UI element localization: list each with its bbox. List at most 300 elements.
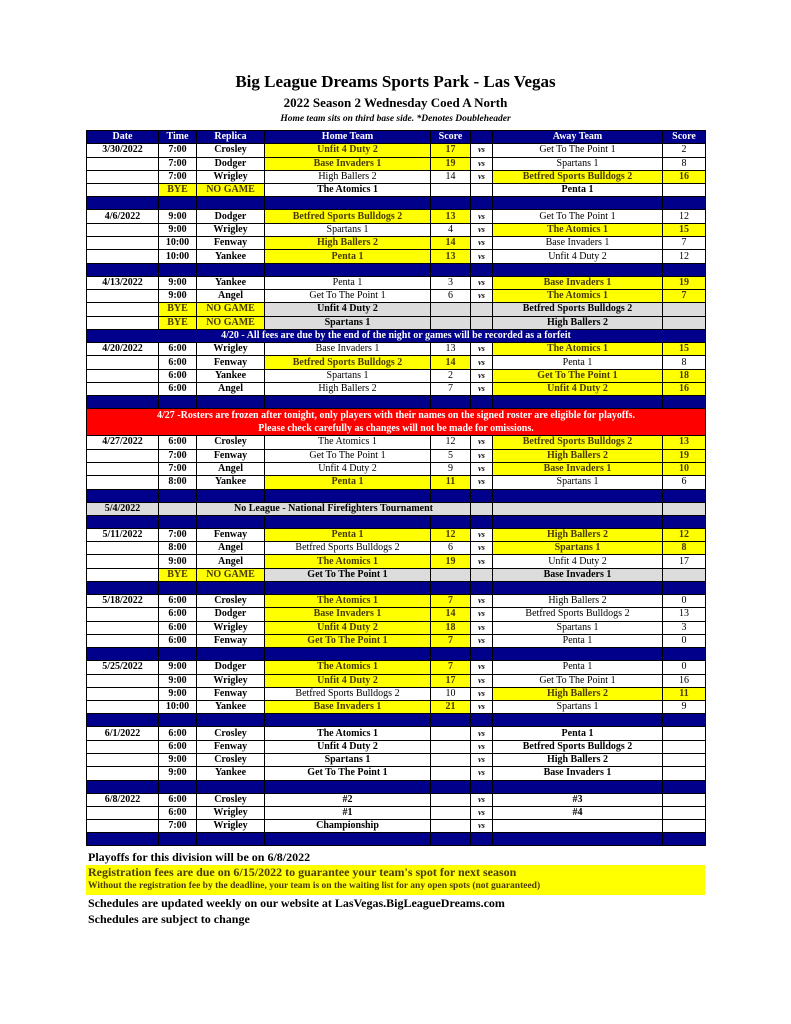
separator-cell [471,582,493,595]
separator-row [87,780,706,793]
replica-cell: Crosley [197,793,265,806]
vs-cell: vs [471,369,493,382]
game-row [87,462,706,475]
time-cell: 9:00 [159,289,197,302]
alert-line: Please check carefully as changes will not be made for omissions. [258,423,534,435]
separator-cell [197,648,265,661]
replica-cell: Wrigley [197,343,265,356]
home-team: Unfit 4 Duty 2 [265,144,431,157]
bye-label: BYE [159,303,197,316]
separator-cell [265,489,431,502]
separator-cell [493,515,663,528]
document-title: Big League Dreams Sports Park - Las Vegas [235,72,556,91]
separator-cell [197,396,265,409]
home-team: Spartans 1 [265,316,431,329]
time-cell: 7:00 [159,449,197,462]
time-cell: 6:00 [159,621,197,634]
date-cell [87,806,159,819]
home-score: 13 [431,210,471,223]
home-team: Spartans 1 [265,753,431,766]
bye-label: BYE [159,568,197,581]
away-team: Get To The Point 1 [493,210,663,223]
separator-row [87,582,706,595]
away-score: 15 [663,223,706,236]
separator-cell [265,833,431,846]
roster-alert-row [87,409,706,436]
away-team: Unfit 4 Duty 2 [493,555,663,568]
home-score: 2 [431,369,471,382]
separator-row [87,263,706,276]
no-league-row [87,502,706,515]
home-team: The Atomics 1 [265,661,431,674]
separator-cell [197,780,265,793]
home-team: High Ballers 2 [265,237,431,250]
separator-cell [431,714,471,727]
home-score: 4 [431,223,471,236]
bye-row [87,568,706,581]
separator-cell [197,833,265,846]
away-score: 6 [663,476,706,489]
date-cell [87,289,159,302]
notice-row [87,329,706,342]
vs-cell: vs [471,276,493,289]
game-row [87,170,706,183]
separator-row [87,489,706,502]
header-away-score: Score [663,131,706,144]
away-team: Get To The Point 1 [493,144,663,157]
home-team: Base Invaders 1 [265,157,431,170]
home-team: Unfit 4 Duty 2 [265,462,431,475]
separator-cell [493,833,663,846]
separator-cell [663,489,706,502]
home-team: Base Invaders 1 [265,343,431,356]
separator-cell [265,396,431,409]
away-score: 12 [663,528,706,541]
away-score [663,806,706,819]
home-team: Betfred Sports Bulldogs 2 [265,687,431,700]
registration-box [86,865,705,895]
game-row [87,740,706,753]
game-row [87,595,706,608]
date-cell [87,462,159,475]
date-cell [87,568,159,581]
separator-cell [87,714,159,727]
date-cell [87,303,159,316]
home-team: High Ballers 2 [265,383,431,396]
game-row [87,449,706,462]
game-row [87,687,706,700]
away-score: 18 [663,369,706,382]
home-team: The Atomics 1 [265,595,431,608]
bye-row [87,184,706,197]
away-team: Spartans 1 [493,476,663,489]
vs-cell [471,568,493,581]
home-score: 12 [431,436,471,449]
time-cell: 9:00 [159,753,197,766]
website-note: Schedules are updated weekly on our website at LasVegas.BigLeagueDreams.com [88,896,505,910]
separator-cell [431,582,471,595]
away-team: Spartans 1 [493,621,663,634]
vs-cell: vs [471,753,493,766]
away-team: #4 [493,806,663,819]
replica-cell: Fenway [197,237,265,250]
home-score: 6 [431,542,471,555]
separator-cell [493,489,663,502]
home-score [431,727,471,740]
replica-cell: Crosley [197,727,265,740]
game-row [87,210,706,223]
away-cell [493,502,663,515]
away-score: 8 [663,542,706,555]
away-score: 13 [663,608,706,621]
date-cell: 6/1/2022 [87,727,159,740]
time-cell: 9:00 [159,687,197,700]
time-cell: 7:00 [159,144,197,157]
game-row [87,157,706,170]
home-score: 5 [431,449,471,462]
date-cell [87,753,159,766]
away-team: Get To The Point 1 [493,674,663,687]
home-score [431,806,471,819]
home-score: 7 [431,383,471,396]
home-score [431,740,471,753]
home-team: Penta 1 [265,276,431,289]
vs-cell: vs [471,157,493,170]
date-cell [87,170,159,183]
separator-cell [493,582,663,595]
vs-cell: vs [471,528,493,541]
time-cell: 6:00 [159,727,197,740]
home-score: 12 [431,528,471,541]
away-score: 7 [663,237,706,250]
separator-cell [493,714,663,727]
home-score [431,184,471,197]
time-cell: 10:00 [159,701,197,714]
date-cell [87,608,159,621]
away-team: High Ballers 2 [493,753,663,766]
separator-cell [431,648,471,661]
separator-cell [663,263,706,276]
date-cell [87,674,159,687]
replica-cell: Crosley [197,144,265,157]
away-team: Get To The Point 1 [493,369,663,382]
away-team: Penta 1 [493,634,663,647]
replica-cell: Fenway [197,449,265,462]
date-cell [87,356,159,369]
date-cell [87,740,159,753]
home-team: The Atomics 1 [265,555,431,568]
home-team: Get To The Point 1 [265,767,431,780]
replica-cell: Yankee [197,701,265,714]
separator-cell [159,648,197,661]
home-team: Unfit 4 Duty 2 [265,674,431,687]
replica-cell: Fenway [197,356,265,369]
vs-cell: vs [471,687,493,700]
separator-cell [663,396,706,409]
time-cell: 9:00 [159,555,197,568]
date-cell: 4/6/2022 [87,210,159,223]
separator-cell [431,833,471,846]
change-note: Schedules are subject to change [88,912,250,926]
away-score: 12 [663,250,706,263]
separator-cell [493,648,663,661]
separator-cell [493,396,663,409]
home-team: Spartans 1 [265,223,431,236]
separator-cell [159,489,197,502]
separator-cell [87,489,159,502]
replica-cell: Crosley [197,753,265,766]
separator-cell [159,780,197,793]
separator-cell [471,263,493,276]
game-row [87,542,706,555]
header-vs [471,131,493,144]
home-score: 11 [431,476,471,489]
vs-cell: vs [471,727,493,740]
separator-cell [265,648,431,661]
vs-cell [471,303,493,316]
date-cell [87,687,159,700]
date-cell: 4/20/2022 [87,343,159,356]
separator-cell [663,515,706,528]
away-team: Betfred Sports Bulldogs 2 [493,740,663,753]
away-score: 10 [663,462,706,475]
away-score [663,303,706,316]
vs-cell: vs [471,237,493,250]
time-cell: 8:00 [159,476,197,489]
date-cell [87,316,159,329]
home-score [431,767,471,780]
separator-cell [431,780,471,793]
game-row [87,383,706,396]
home-team: Penta 1 [265,476,431,489]
time-cell: 9:00 [159,223,197,236]
separator-cell [471,714,493,727]
home-team: The Atomics 1 [265,727,431,740]
separator-cell [265,263,431,276]
date-cell [87,449,159,462]
date-cell: 5/18/2022 [87,595,159,608]
separator-cell [471,197,493,210]
vs-cell: vs [471,767,493,780]
away-team: Betfred Sports Bulldogs 2 [493,608,663,621]
separator-row [87,833,706,846]
time-cell: 6:00 [159,608,197,621]
date-cell [87,555,159,568]
replica-cell: Yankee [197,276,265,289]
game-row [87,793,706,806]
no-game-label: NO GAME [197,568,265,581]
header-row [87,131,706,144]
time-cell: 6:00 [159,634,197,647]
vs-cell: vs [471,449,493,462]
replica-cell: Fenway [197,687,265,700]
away-score: 8 [663,157,706,170]
game-row [87,661,706,674]
doubleheader-note: Home team sits on third base side. *Denotes Doubleheader [280,114,511,124]
vs-cell: vs [471,542,493,555]
away-score: 11 [663,687,706,700]
home-team: Penta 1 [265,528,431,541]
game-row [87,555,706,568]
game-row [87,369,706,382]
vs-cell: vs [471,476,493,489]
game-row [87,820,706,833]
vs-cell: vs [471,820,493,833]
away-score [663,767,706,780]
replica-cell: Angel [197,555,265,568]
separator-cell [471,489,493,502]
home-score: 7 [431,595,471,608]
date-cell [87,621,159,634]
home-score: 6 [431,289,471,302]
date-cell [87,820,159,833]
game-row [87,701,706,714]
vs-cell: vs [471,661,493,674]
away-team: The Atomics 1 [493,223,663,236]
away-score [663,568,706,581]
replica-cell: Yankee [197,767,265,780]
roster-alert [87,409,706,436]
away-score: 3 [663,621,706,634]
game-row [87,608,706,621]
home-score: 14 [431,356,471,369]
game-row [87,476,706,489]
header-home-score: Score [431,131,471,144]
notice-text: 4/20 - All fees are due by the end of the night or games will be recorded as a forfeit [87,329,706,342]
replica-cell: Crosley [197,595,265,608]
separator-row [87,714,706,727]
time-cell: 9:00 [159,210,197,223]
home-score: 14 [431,608,471,621]
date-cell: 3/30/2022 [87,144,159,157]
separator-cell [265,780,431,793]
home-team: Base Invaders 1 [265,608,431,621]
time-cell: 9:00 [159,767,197,780]
home-score: 14 [431,170,471,183]
home-score [431,568,471,581]
vs-cell [471,502,493,515]
date-cell [87,369,159,382]
replica-cell: Dodger [197,661,265,674]
date-cell [87,542,159,555]
replica-cell: Wrigley [197,820,265,833]
away-team: High Ballers 2 [493,528,663,541]
replica-cell: Wrigley [197,223,265,236]
away-team: Base Invaders 1 [493,237,663,250]
no-league-text: No League - National Firefighters Tournament [197,502,471,515]
separator-cell [663,197,706,210]
date-cell [87,184,159,197]
replica-cell: Angel [197,383,265,396]
no-game-label: NO GAME [197,184,265,197]
away-score: 13 [663,436,706,449]
home-score: 14 [431,237,471,250]
time-cell: 6:00 [159,369,197,382]
time-cell: 6:00 [159,740,197,753]
home-team: Get To The Point 1 [265,568,431,581]
separator-cell [493,263,663,276]
vs-cell: vs [471,674,493,687]
separator-cell [87,648,159,661]
away-score: 9 [663,701,706,714]
away-score: 15 [663,343,706,356]
header-away-team: Away Team [493,131,663,144]
vs-cell: vs [471,383,493,396]
game-row [87,343,706,356]
replica-cell: Fenway [197,740,265,753]
game-row [87,276,706,289]
game-row [87,767,706,780]
home-team: The Atomics 1 [265,184,431,197]
away-team: High Ballers 2 [493,316,663,329]
vs-cell [471,184,493,197]
home-score [431,793,471,806]
separator-row [87,396,706,409]
separator-cell [197,714,265,727]
home-score: 13 [431,250,471,263]
separator-cell [87,396,159,409]
separator-cell [87,780,159,793]
home-team: Championship [265,820,431,833]
separator-cell [265,197,431,210]
time-cell: 9:00 [159,276,197,289]
date-cell: 5/4/2022 [87,502,159,515]
away-team: High Ballers 2 [493,449,663,462]
away-score [663,184,706,197]
away-score [663,727,706,740]
away-team: The Atomics 1 [493,289,663,302]
vs-cell: vs [471,740,493,753]
replica-cell: Dodger [197,210,265,223]
date-cell [87,701,159,714]
away-team: Base Invaders 1 [493,568,663,581]
replica-cell: Wrigley [197,621,265,634]
separator-cell [493,780,663,793]
separator-row [87,648,706,661]
time-cell: 6:00 [159,343,197,356]
vs-cell: vs [471,621,493,634]
separator-cell [663,582,706,595]
date-cell [87,250,159,263]
separator-cell [663,648,706,661]
separator-cell [159,833,197,846]
home-score: 19 [431,157,471,170]
away-team [493,820,663,833]
home-team: Spartans 1 [265,369,431,382]
time-cell: 7:00 [159,157,197,170]
away-score: 12 [663,210,706,223]
time-cell: 6:00 [159,436,197,449]
game-row [87,528,706,541]
separator-cell [265,515,431,528]
home-team: Unfit 4 Duty 2 [265,303,431,316]
separator-cell [159,396,197,409]
away-score: 16 [663,383,706,396]
separator-cell [197,582,265,595]
away-score [663,740,706,753]
game-row [87,436,706,449]
replica-cell: Yankee [197,369,265,382]
home-score [431,820,471,833]
away-score: 0 [663,661,706,674]
game-row [87,727,706,740]
separator-cell [431,197,471,210]
vs-cell: vs [471,356,493,369]
home-team: The Atomics 1 [265,436,431,449]
date-cell: 5/25/2022 [87,661,159,674]
away-score: 2 [663,144,706,157]
replica-cell: Fenway [197,634,265,647]
